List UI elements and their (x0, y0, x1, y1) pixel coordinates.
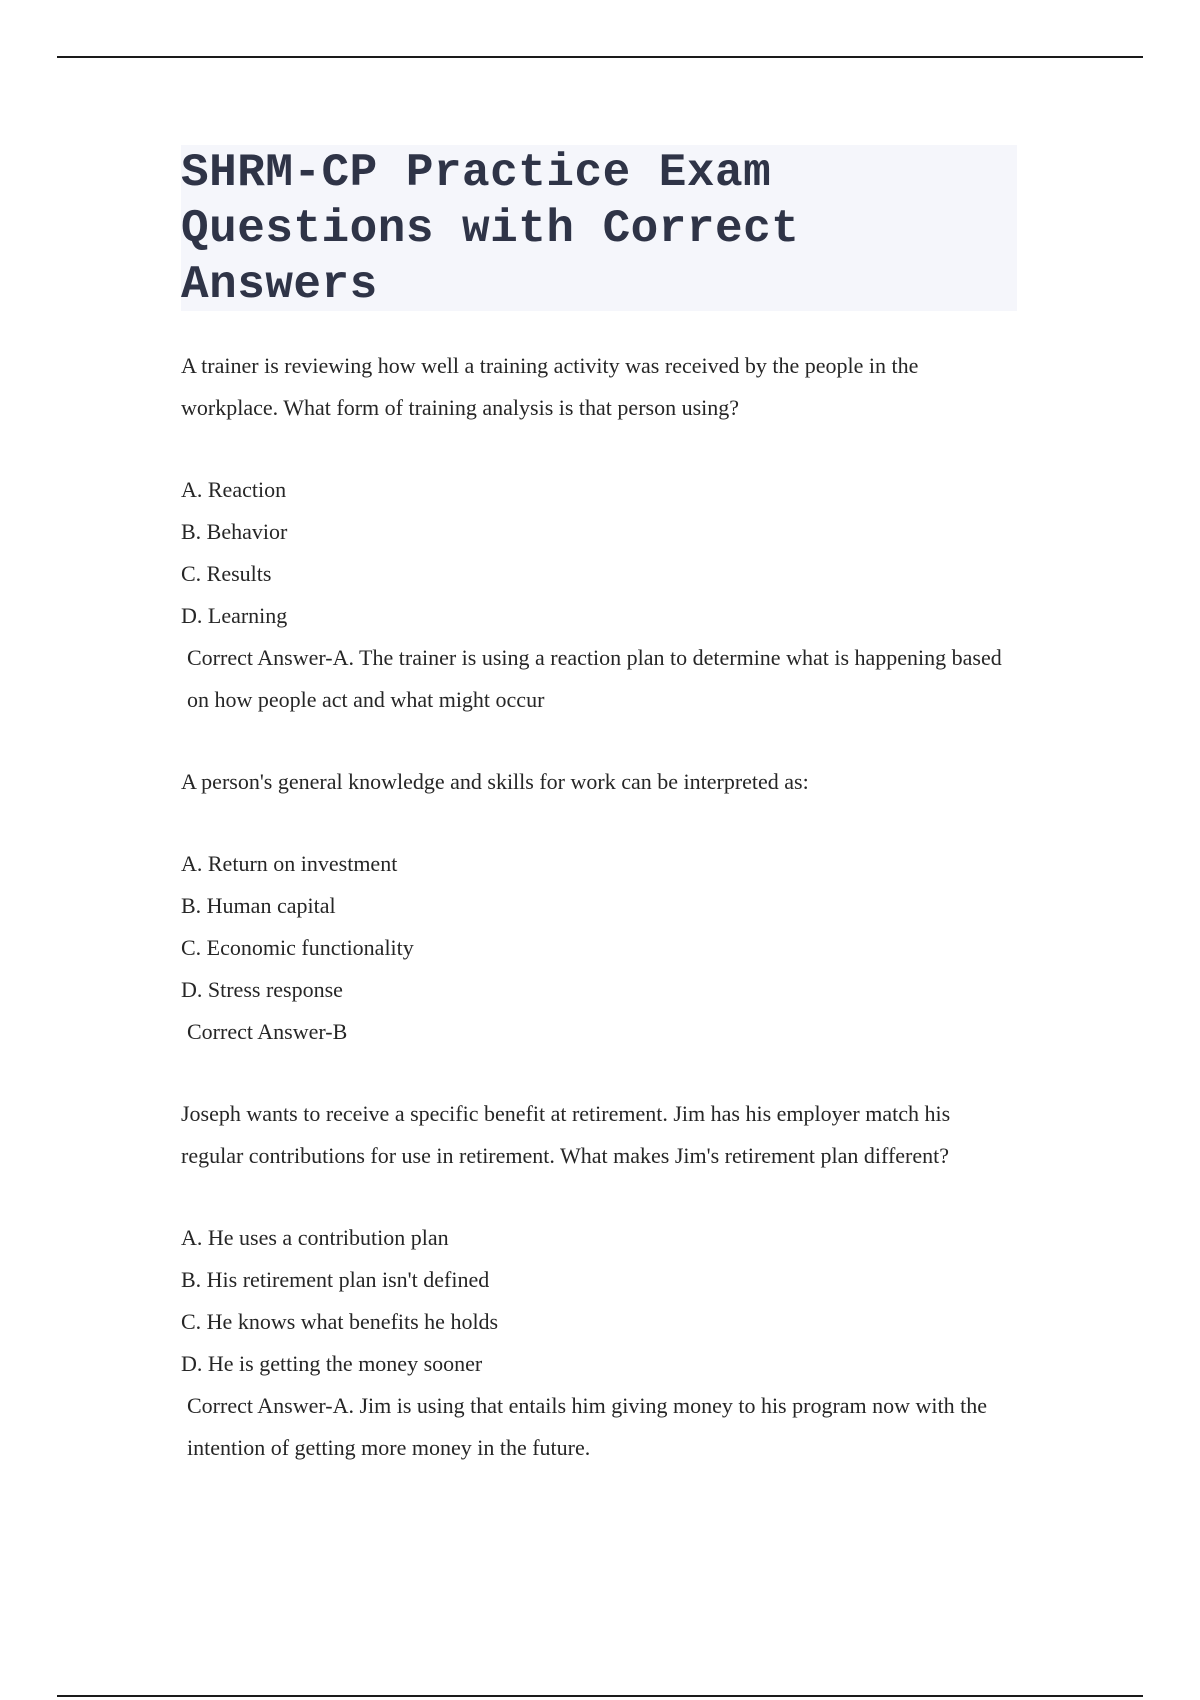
question-block-3 (181, 1093, 1017, 1469)
option-b: B. His retirement plan isn't defined (181, 1267, 490, 1292)
document-body (181, 345, 1017, 1509)
option-a: A. Return on investment (181, 851, 398, 876)
correct-answer: Correct Answer-B (187, 1019, 348, 1044)
question-block-1 (181, 345, 1017, 721)
document-title: SHRM-CP Practice Exam Questions with Correct Answers (181, 147, 800, 311)
footer-rule (57, 1695, 1143, 1697)
option-d: D. Learning (181, 603, 288, 628)
option-d: D. He is getting the money sooner (181, 1351, 483, 1376)
option-d: D. Stress response (181, 977, 343, 1002)
question-text: Joseph wants to receive a specific benefit at retirement. Jim has his employer match his regular contributions for use in retirement. What makes Jim's retirement plan different? (181, 1101, 951, 1168)
title-block (181, 145, 1017, 311)
answer-options (181, 469, 1017, 637)
option-c: C. He knows what benefits he holds (181, 1309, 499, 1334)
option-a: A. He uses a contribution plan (181, 1225, 449, 1250)
question-block-2 (181, 761, 1017, 1053)
option-c: C. Results (181, 561, 272, 586)
correct-answer: Correct Answer-A. Jim is using that entails him giving money to his program now with the intention of getting more money in the future. (187, 1393, 988, 1460)
option-b: B. Human capital (181, 893, 336, 918)
answer-options (181, 1217, 1017, 1385)
header-rule (57, 56, 1143, 58)
question-text: A person's general knowledge and skills for work can be interpreted as: (181, 769, 809, 794)
correct-answer: Correct Answer-A. The trainer is using a reaction plan to determine what is happening based on how people act and what might occur (187, 645, 1002, 712)
option-c: C. Economic functionality (181, 935, 414, 960)
question-text: A trainer is reviewing how well a training activity was received by the people in the workplace. What form of training analysis is that person using? (181, 353, 919, 420)
answer-options (181, 843, 1017, 1011)
option-b: B. Behavior (181, 519, 288, 544)
option-a: A. Reaction (181, 477, 287, 502)
